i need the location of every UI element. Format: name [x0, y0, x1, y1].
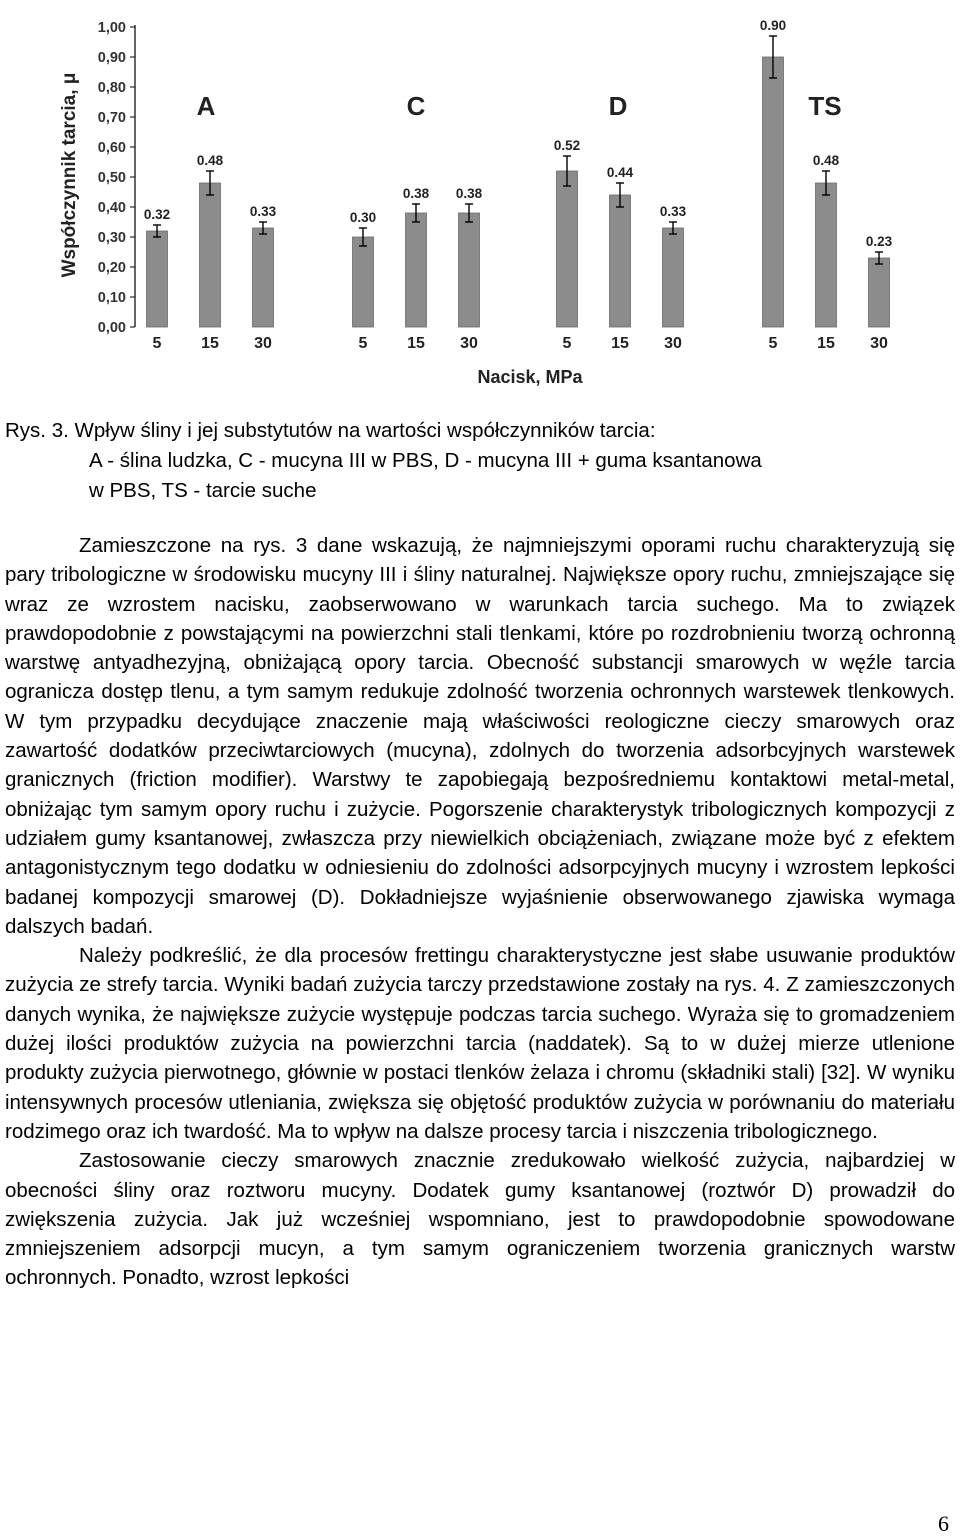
bar — [353, 237, 374, 327]
x-tick-label: 15 — [817, 335, 835, 352]
y-tick-label: 0,80 — [97, 80, 126, 96]
y-tick-label: 0,50 — [97, 170, 126, 186]
data-label: 0.23 — [865, 234, 893, 249]
figure-caption — [5, 416, 955, 506]
data-label: 0.32 — [143, 207, 171, 222]
x-tick-label: 30 — [664, 335, 682, 352]
bar — [869, 258, 890, 327]
bar — [406, 213, 427, 327]
group-label: C — [406, 91, 426, 121]
data-label: 0.33 — [659, 204, 687, 219]
caption-line-1: Rys. 3. Wpływ śliny i jej substytutów na wartości współczynników tarcia: — [5, 419, 656, 442]
x-tick-label: 15 — [407, 335, 425, 352]
y-tick-label: 0,30 — [97, 230, 126, 246]
data-label: 0.38 — [402, 186, 430, 201]
page-number: 6 — [938, 1511, 949, 1536]
bar — [147, 231, 168, 327]
bar — [816, 183, 837, 327]
bar — [763, 57, 784, 327]
paragraph-3: Zastosowanie cieczy smarowych znacznie zredukowało wielkość zużycia, najbardziej w obecności śliny oraz roztworu mucyny. Dodatek gumy ksantanowej (roztwór D) prowadził do zwiększenia zużycia. Jak już wcześniej wspomniano, jest to prawdopodobnie spowodowane zmniejszeniem adsorpcji mucyn, a tym samym ograniczeniem tworzenia granicznych warstw ochronnych. Ponadto, wzrost lepkości — [5, 1149, 955, 1290]
x-tick-label: 5 — [152, 335, 162, 352]
caption-line-3: w PBS, TS - tarcie suche — [89, 479, 317, 502]
y-tick-label: 1,00 — [97, 20, 126, 36]
data-label: 0.33 — [249, 204, 277, 219]
chart-svg — [0, 0, 960, 395]
x-tick-label: 15 — [201, 335, 219, 352]
x-tick-label: 5 — [768, 335, 778, 352]
x-tick-label: 15 — [611, 335, 629, 352]
y-tick-label: 0,60 — [97, 140, 126, 156]
y-tick-label: 0,20 — [97, 260, 126, 276]
x-tick-label: 30 — [254, 335, 272, 352]
bar — [200, 183, 221, 327]
paragraph-1: Zamieszczone na rys. 3 dane wskazują, że najmniejszymi oporami ruchu charakteryzują się pary tribologiczne w środowisku mucyny III i śliny naturalnej. Największe opory ruchu, zmniejszające się wraz ze wzrostem nacisku, zaobserwowano w warunkach tarcia suchego. Ma to związek prawdopodobnie z powstającymi na powierzchni stali tlenkami, które po rozdrobnieniu tworzą ochronną warstwę antyadhezyjną, obniżającą opory tarcia. Obecność substancji smarowych w węźle tarcia ogranicza dostęp tlenu, a tym samym redukuje zdolność tworzenia ochronnych warstewek tlenkowych. W tym przypadku decydujące znaczenie mają właściwości reologiczne cieczy smarowych oraz zawartość dodatków przeciwtarciowych (mucyna), zdolnych do tworzenia adsorbcyjnych warstewek granicznych (friction modifier). Warstwy te zapobiegają bezpośredniemu kontaktowi metal-metal, obniżając tym samym opory ruchu i zużycie. Pogorszenie charakterystyk tribologicznych kompozycji z udziałem gumy ksantanowej, zwłaszcza przy niewielkich obciążeniach, związane może być z efektem antagonistycznym tego dodatku w odniesieniu do zdolności adsorpcyjnych mucyny i wzrostem lepkości badanej kompozycji smarowej (D). Dokładniejsze wyjaśnienie obserwowanego zjawiska wymaga dalszych badań. — [5, 534, 955, 938]
data-label: 0.48 — [196, 153, 224, 168]
y-axis-title: Współczynnik tarcia, μ — [59, 72, 80, 278]
data-label: 0.44 — [606, 165, 634, 180]
caption-line-2: A - ślina ludzka, C - mucyna III w PBS, D - mucyna III + guma ksantanowa — [89, 449, 762, 472]
friction-coefficient-chart — [0, 0, 960, 395]
x-tick-label: 5 — [358, 335, 368, 352]
data-label: 0.90 — [759, 18, 787, 33]
bar — [610, 195, 631, 327]
x-tick-label: 5 — [562, 335, 572, 352]
data-label: 0.48 — [812, 153, 840, 168]
x-tick-label: 30 — [870, 335, 888, 352]
x-axis-title: Nacisk, MPa — [477, 367, 583, 387]
group-label: TS — [808, 91, 842, 121]
paragraph-2: Należy podkreślić, że dla procesów frettingu charakterystyczne jest słabe usuwanie produktów zużycia ze strefy tarcia. Wyniki badań zużycia tarczy przedstawione zostały na rys. 4. Z zamieszczonych danych wynika, że największe zużycie występuje podczas tarcia suchego. Wyraża się to gromadzeniem dużej ilości produktów zużycia na powierzchni tarcia (naddatek). Są to w dużej mierze utlenione produkty zużycia pierwotnego, głównie w postaci tlenków żelaza i chromu (składniki stali) [32]. W wyniku intensywnych procesów utleniania, zwiększa się objętość produktów zużycia w porównaniu do materiału rodzimego oraz ich twardość. Ma to wpływ na dalsze procesy tarcia i niszczenia tribologicznego. — [5, 944, 955, 1143]
group-label: D — [608, 91, 628, 121]
data-label: 0.52 — [553, 138, 581, 153]
y-tick-label: 0,70 — [97, 110, 126, 126]
bar — [663, 228, 684, 327]
x-tick-label: 30 — [460, 335, 478, 352]
y-tick-label: 0,00 — [97, 320, 126, 336]
bar — [253, 228, 274, 327]
bar — [557, 171, 578, 327]
body-text — [5, 531, 955, 1293]
data-label: 0.38 — [455, 186, 483, 201]
y-tick-label: 0,40 — [97, 200, 126, 216]
bar — [459, 213, 480, 327]
group-label: A — [196, 91, 216, 121]
y-tick-label: 0,90 — [97, 50, 126, 66]
data-label: 0.30 — [349, 210, 377, 225]
y-tick-label: 0,10 — [97, 290, 126, 306]
